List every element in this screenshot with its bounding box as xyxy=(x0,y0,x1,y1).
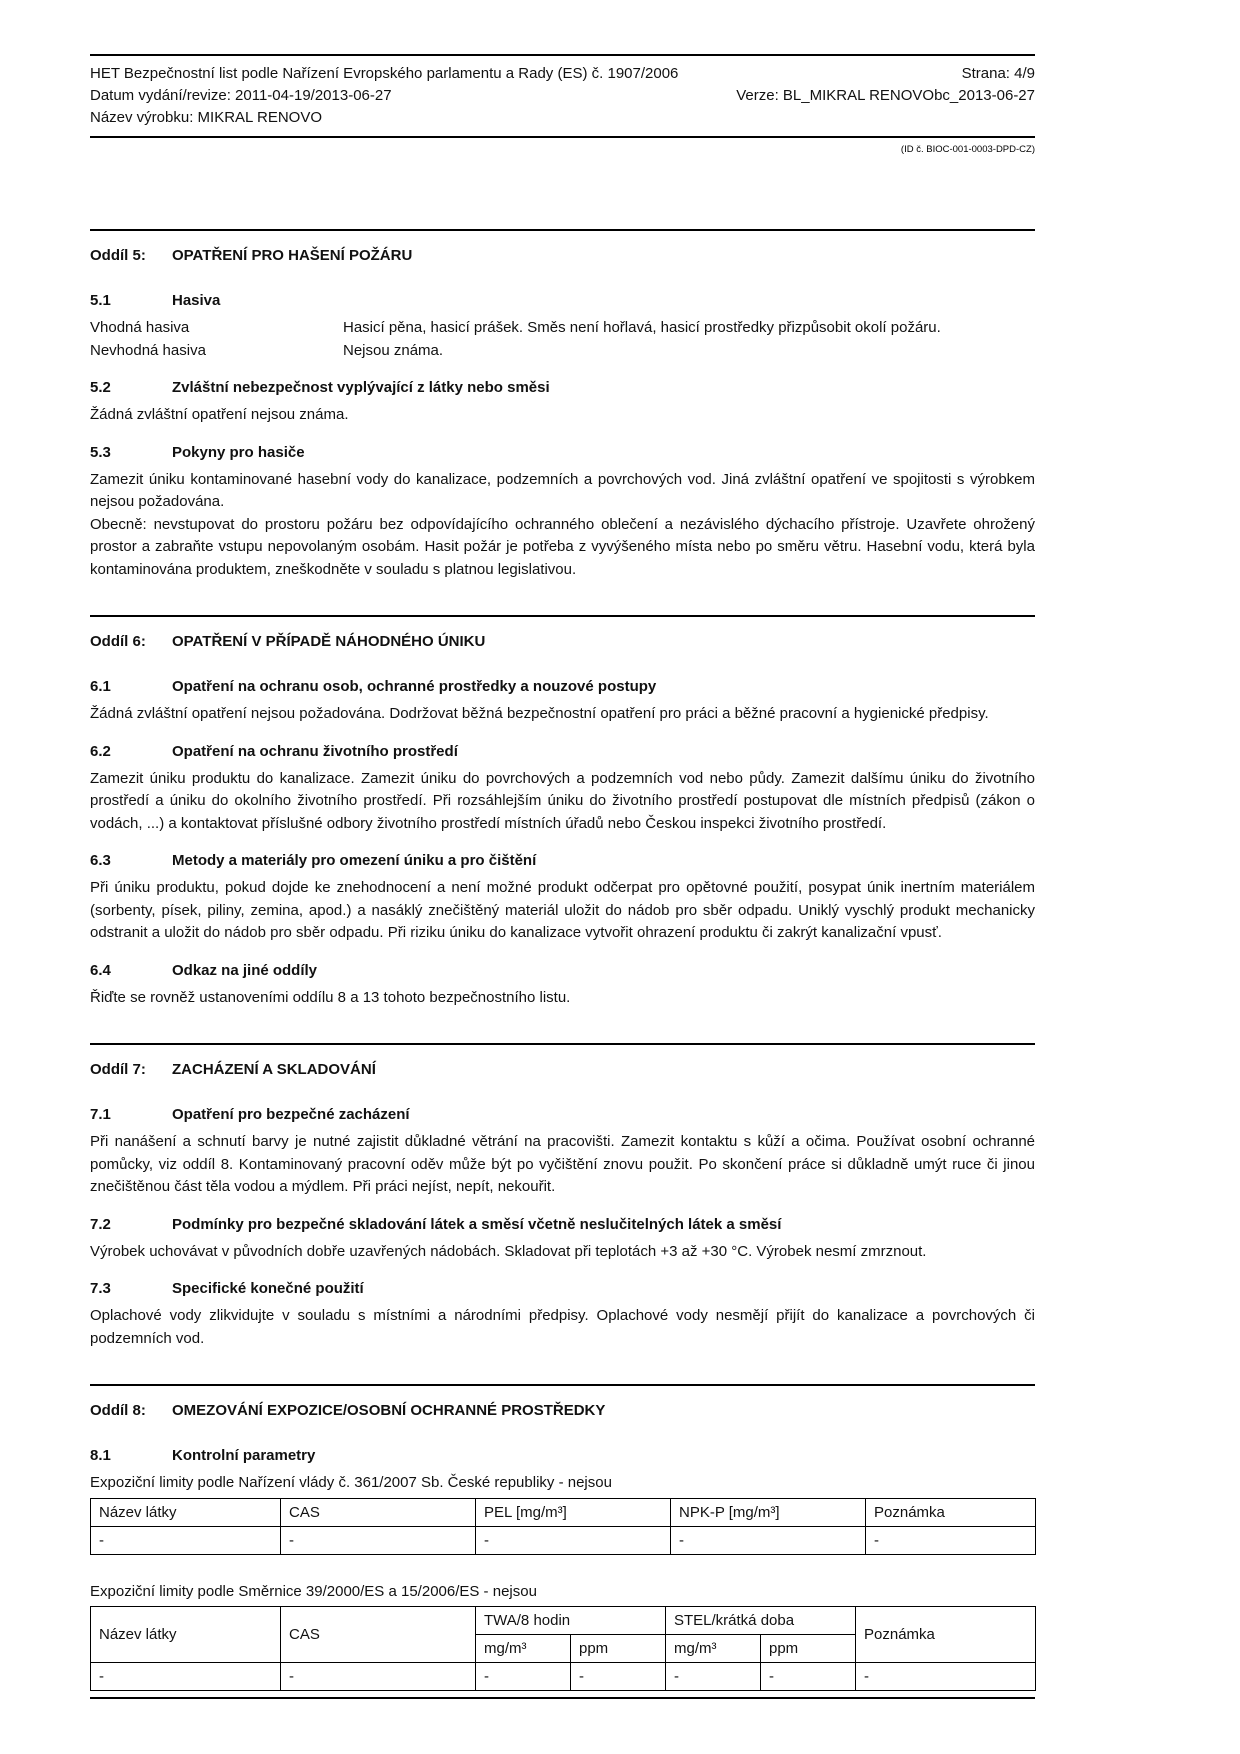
document-title: HET Bezpečnostní list podle Nařízení Evropského parlamentu a Rady (ES) č. 1907/2006 xyxy=(90,65,679,82)
section-8-heading xyxy=(90,1400,1035,1422)
section-7-label: Oddíl 7: xyxy=(90,1061,146,1078)
data-cell: - xyxy=(476,1663,571,1691)
data-cell: - xyxy=(281,1526,476,1554)
subsection-7-3-paragraph: Oplachové vody zlikvidujte v souladu s místními a národními předpisy. Oplachové vody nesmějí přijít do kanalizace a povrchových či podzemních vod. xyxy=(90,1307,1035,1347)
product-name: Název výrobku: MIKRAL RENOVO xyxy=(90,109,323,126)
section-7 xyxy=(90,1043,1035,1350)
subsection-7-2-heading xyxy=(90,1214,1035,1236)
header-bottom-rule xyxy=(90,136,1035,138)
subsection-7-1-heading xyxy=(90,1104,1035,1126)
subsection-5-3-title: Pokyny pro hasiče xyxy=(172,443,305,461)
data-cell: - xyxy=(671,1526,866,1554)
subsection-5-1-heading xyxy=(90,290,1035,312)
subsection-7-2-paragraph: Výrobek uchovávat v původních dobře uzavřených nádobách. Skladovat při teplotách +3 až +30 °C. Výrobek nesmí zmrznout. xyxy=(90,1242,927,1260)
data-cell: - xyxy=(856,1663,1036,1691)
subsection-7-2-number: 7.2 xyxy=(90,1215,111,1233)
issue-revision-date: Datum vydání/revize: 2011-04-19/2013-06-27 xyxy=(90,87,392,104)
header-cell-stel: STEL/krátká doba xyxy=(666,1607,856,1635)
suitable-extinguishing-label: Vhodná hasiva xyxy=(90,319,190,336)
subsection-6-4-heading xyxy=(90,960,1035,982)
footer-rule xyxy=(90,1697,1035,1699)
section-6-heading xyxy=(90,631,1035,653)
section-7-rule xyxy=(90,1043,1035,1045)
subsection-7-3-title: Specifické konečné použití xyxy=(172,1280,364,1297)
subsection-6-3-heading xyxy=(90,850,1035,872)
section-7-title: ZACHÁZENÍ A SKLADOVÁNÍ xyxy=(172,1061,376,1078)
subsection-5-1-number: 5.1 xyxy=(90,292,111,309)
subheader-cell-stel-mg: mg/m³ xyxy=(666,1635,761,1663)
subsection-6-1-number: 6.1 xyxy=(90,678,111,695)
section-5-rule xyxy=(90,229,1035,231)
data-cell: - xyxy=(281,1663,476,1691)
subsection-7-1-number: 7.1 xyxy=(90,1106,111,1123)
exposure-limits-national-intro: Expoziční limity podle Nařízení vlády č. 361/2007 Sb. České republiky - nejsou xyxy=(90,1474,612,1491)
subsection-6-3-paragraph: Při úniku produktu, pokud dojde ke znehodnocení a není možné produkt odčerpat pro opětovné použití, posypat únik inertním materiálem (sorbenty, písek, piliny, zemina, apod.) a nasáklý znečištěný materiál uložit do nádob pro sběr odpadu. Uniklý vyschlý produkt mechanicky odstranit a uložit do nádob pro sběr odpadu. Při riziku úniku do kanalizace vytvořit ohrazení produktu či zakrýt kanalizační vpusť. xyxy=(90,879,1035,941)
data-cell: - xyxy=(91,1663,281,1691)
subsection-6-2-paragraph: Zamezit úniku produktu do kanalizace. Zamezit úniku do povrchových a podzemních vod nebo půdy. Zamezit dalšímu úniku do životního prostředí a úniku do okolního životního prostředí. Při rozsáhlejším úniku do životního prostředí postupovat dle místních předpisů (zákon o vodách, ...) a kontaktovat příslušné odbory životního prostředí místních úřadů nebo Českou inspekci životního prostředí. xyxy=(90,769,1035,832)
section-5-title: OPATŘENÍ PRO HAŠENÍ POŽÁRU xyxy=(172,247,413,264)
section-6-label: Oddíl 6: xyxy=(90,633,146,650)
exposure-limits-eu-intro: Expoziční limity podle Směrnice 39/2000/ES a 15/2006/ES - nejsou xyxy=(90,1582,537,1600)
data-cell: - xyxy=(91,1526,281,1554)
exposure-limits-eu-table xyxy=(90,1606,1036,1691)
unsuitable-extinguishing-label: Nevhodná hasiva xyxy=(90,341,206,359)
section-7-heading xyxy=(90,1059,1035,1081)
subsection-6-3-title: Metody a materiály pro omezení úniku a pro čištění xyxy=(172,852,537,869)
section-8 xyxy=(90,1384,1035,1691)
data-cell: - xyxy=(866,1526,1036,1554)
subsection-6-3-number: 6.3 xyxy=(90,852,111,869)
header-line-2 xyxy=(90,85,1035,107)
section-8-label: Oddíl 8: xyxy=(90,1402,146,1419)
header-cell-npkp: NPK-P [mg/m³] xyxy=(671,1498,866,1526)
header-cell-substance: Název látky xyxy=(91,1607,281,1663)
section-8-title: OMEZOVÁNÍ EXPOZICE/OSOBNÍ OCHRANNÉ PROSTŘEDKY xyxy=(172,1402,606,1419)
subsection-5-2-paragraph: Žádná zvláštní opatření nejsou známa. xyxy=(90,406,349,423)
subsection-6-1-title: Opatření na ochranu osob, ochranné prostředky a nouzové postupy xyxy=(172,678,657,695)
data-cell: - xyxy=(666,1663,761,1691)
document-id-note: (ID č. BIOC-001-0003-DPD-CZ) xyxy=(900,144,1035,155)
section-8-rule xyxy=(90,1384,1035,1386)
suitable-extinguishing-value: Hasicí pěna, hasicí prášek. Směs není hořlavá, hasicí prostředky přizpůsobit okolí požáru. xyxy=(343,319,941,336)
subsection-6-4-paragraph: Řiďte se rovněž ustanoveními oddílu 8 a 13 tohoto bezpečnostního listu. xyxy=(90,988,571,1006)
section-5-heading xyxy=(90,245,1035,267)
header-line-1 xyxy=(90,63,1035,85)
subheader-cell-stel-ppm: ppm xyxy=(761,1635,856,1663)
subsection-5-2-number: 5.2 xyxy=(90,379,111,396)
subsection-7-1-paragraph: Při nanášení a schnutí barvy je nutné zajistit důkladné větrání na pracovišti. Zamezit kontaktu s kůží a očima. Používat osobní ochranné pomůcky, viz oddíl 8. Kontaminovaný pracovní oděv může být po vyčištění znovu použit. Po skončení práce si důkladně umýt ruce či jinou znečištěnou část těla vodou a mýdlem. Při práci nejíst, nepít, nekouřit. xyxy=(90,1133,1035,1195)
subsection-6-2-title: Opatření na ochranu životního prostředí xyxy=(172,742,458,760)
section-6-rule xyxy=(90,615,1035,617)
header-cell-note: Poznámka xyxy=(856,1607,1036,1663)
section-5-label: Oddíl 5: xyxy=(90,247,146,264)
subsection-7-2-title: Podmínky pro bezpečné skladování látek a směsí včetně neslučitelných látek a směsí xyxy=(172,1215,782,1233)
data-cell: - xyxy=(476,1526,671,1554)
subsection-6-2-heading xyxy=(90,741,1035,763)
exposure-limits-national-table xyxy=(90,1498,1036,1555)
subsection-6-1-paragraph: Žádná zvláštní opatření nejsou požadována. Dodržovat běžná bezpečnostní opatření pro práci a běžné pracovní a hygienické předpisy. xyxy=(90,705,989,722)
page-header xyxy=(90,56,1035,136)
table-header-row xyxy=(91,1607,1036,1635)
subsection-5-3-paragraph-2: Obecně: nevstupovat do prostoru požáru bez odpovídajícího ochranného oblečení a nezávislého dýchacího přístroje. Uzavřete ohrožený prostor a zabraňte vstupu nepovolaným osobám. Hasit požár je potřeba z vyvýšeného místa nebo po směru větru. Hasební vodu, která byla kontaminována produktem, zneškodněte v souladu s platnou legislativou. xyxy=(90,515,1035,578)
table-header-row xyxy=(91,1498,1036,1526)
version-text: Verze: BL_MIKRAL RENOVObc_2013-06-27 xyxy=(736,87,1035,104)
subsection-5-1-title: Hasiva xyxy=(172,292,221,309)
subsection-6-1-heading xyxy=(90,676,1035,698)
page-number: Strana: 4/9 xyxy=(961,65,1035,82)
unsuitable-extinguishing-row xyxy=(90,340,1035,363)
section-6 xyxy=(90,615,1035,1009)
subsection-7-3-number: 7.3 xyxy=(90,1280,111,1297)
subsection-5-2-heading xyxy=(90,377,1035,399)
subsection-7-3-heading xyxy=(90,1278,1035,1300)
subsection-5-3-heading xyxy=(90,442,1035,464)
subsection-6-2-number: 6.2 xyxy=(90,742,111,760)
header-cell-twa: TWA/8 hodin xyxy=(476,1607,666,1635)
header-cell-cas: CAS xyxy=(281,1607,476,1663)
subsection-7-1-title: Opatření pro bezpečné zacházení xyxy=(172,1106,410,1123)
subsection-8-1-heading xyxy=(90,1445,1035,1467)
data-cell: - xyxy=(571,1663,666,1691)
data-cell: - xyxy=(761,1663,856,1691)
subsection-5-2-title: Zvláštní nebezpečnost vyplývající z látky nebo směsi xyxy=(172,379,550,396)
header-cell-cas: CAS xyxy=(281,1498,476,1526)
table-data-row xyxy=(91,1663,1036,1691)
subsection-8-1-title: Kontrolní parametry xyxy=(172,1447,316,1464)
subsection-5-3-paragraph-1: Zamezit úniku kontaminované hasební vody do kanalizace, podzemních a povrchových vod. Jiná zvláštní opatření ve spojitosti s výrobkem nejsou požadována. xyxy=(90,470,1035,510)
subsection-8-1-number: 8.1 xyxy=(90,1447,111,1464)
section-5 xyxy=(90,229,1035,581)
subheader-cell-twa-ppm: ppm xyxy=(571,1635,666,1663)
header-cell-substance: Název látky xyxy=(91,1498,281,1526)
subsection-5-3-number: 5.3 xyxy=(90,443,111,461)
header-cell-pel: PEL [mg/m³] xyxy=(476,1498,671,1526)
subheader-cell-twa-mg: mg/m³ xyxy=(476,1635,571,1663)
unsuitable-extinguishing-value: Nejsou známa. xyxy=(343,341,444,359)
header-line-3 xyxy=(90,107,1035,129)
header-cell-note: Poznámka xyxy=(866,1498,1036,1526)
subsection-6-4-title: Odkaz na jiné oddíly xyxy=(172,961,318,979)
table-data-row xyxy=(91,1526,1036,1554)
subsection-6-4-number: 6.4 xyxy=(90,961,111,979)
section-6-title: OPATŘENÍ V PŘÍPADĚ NÁHODNÉHO ÚNIKU xyxy=(172,633,486,650)
suitable-extinguishing-row xyxy=(90,317,1035,340)
